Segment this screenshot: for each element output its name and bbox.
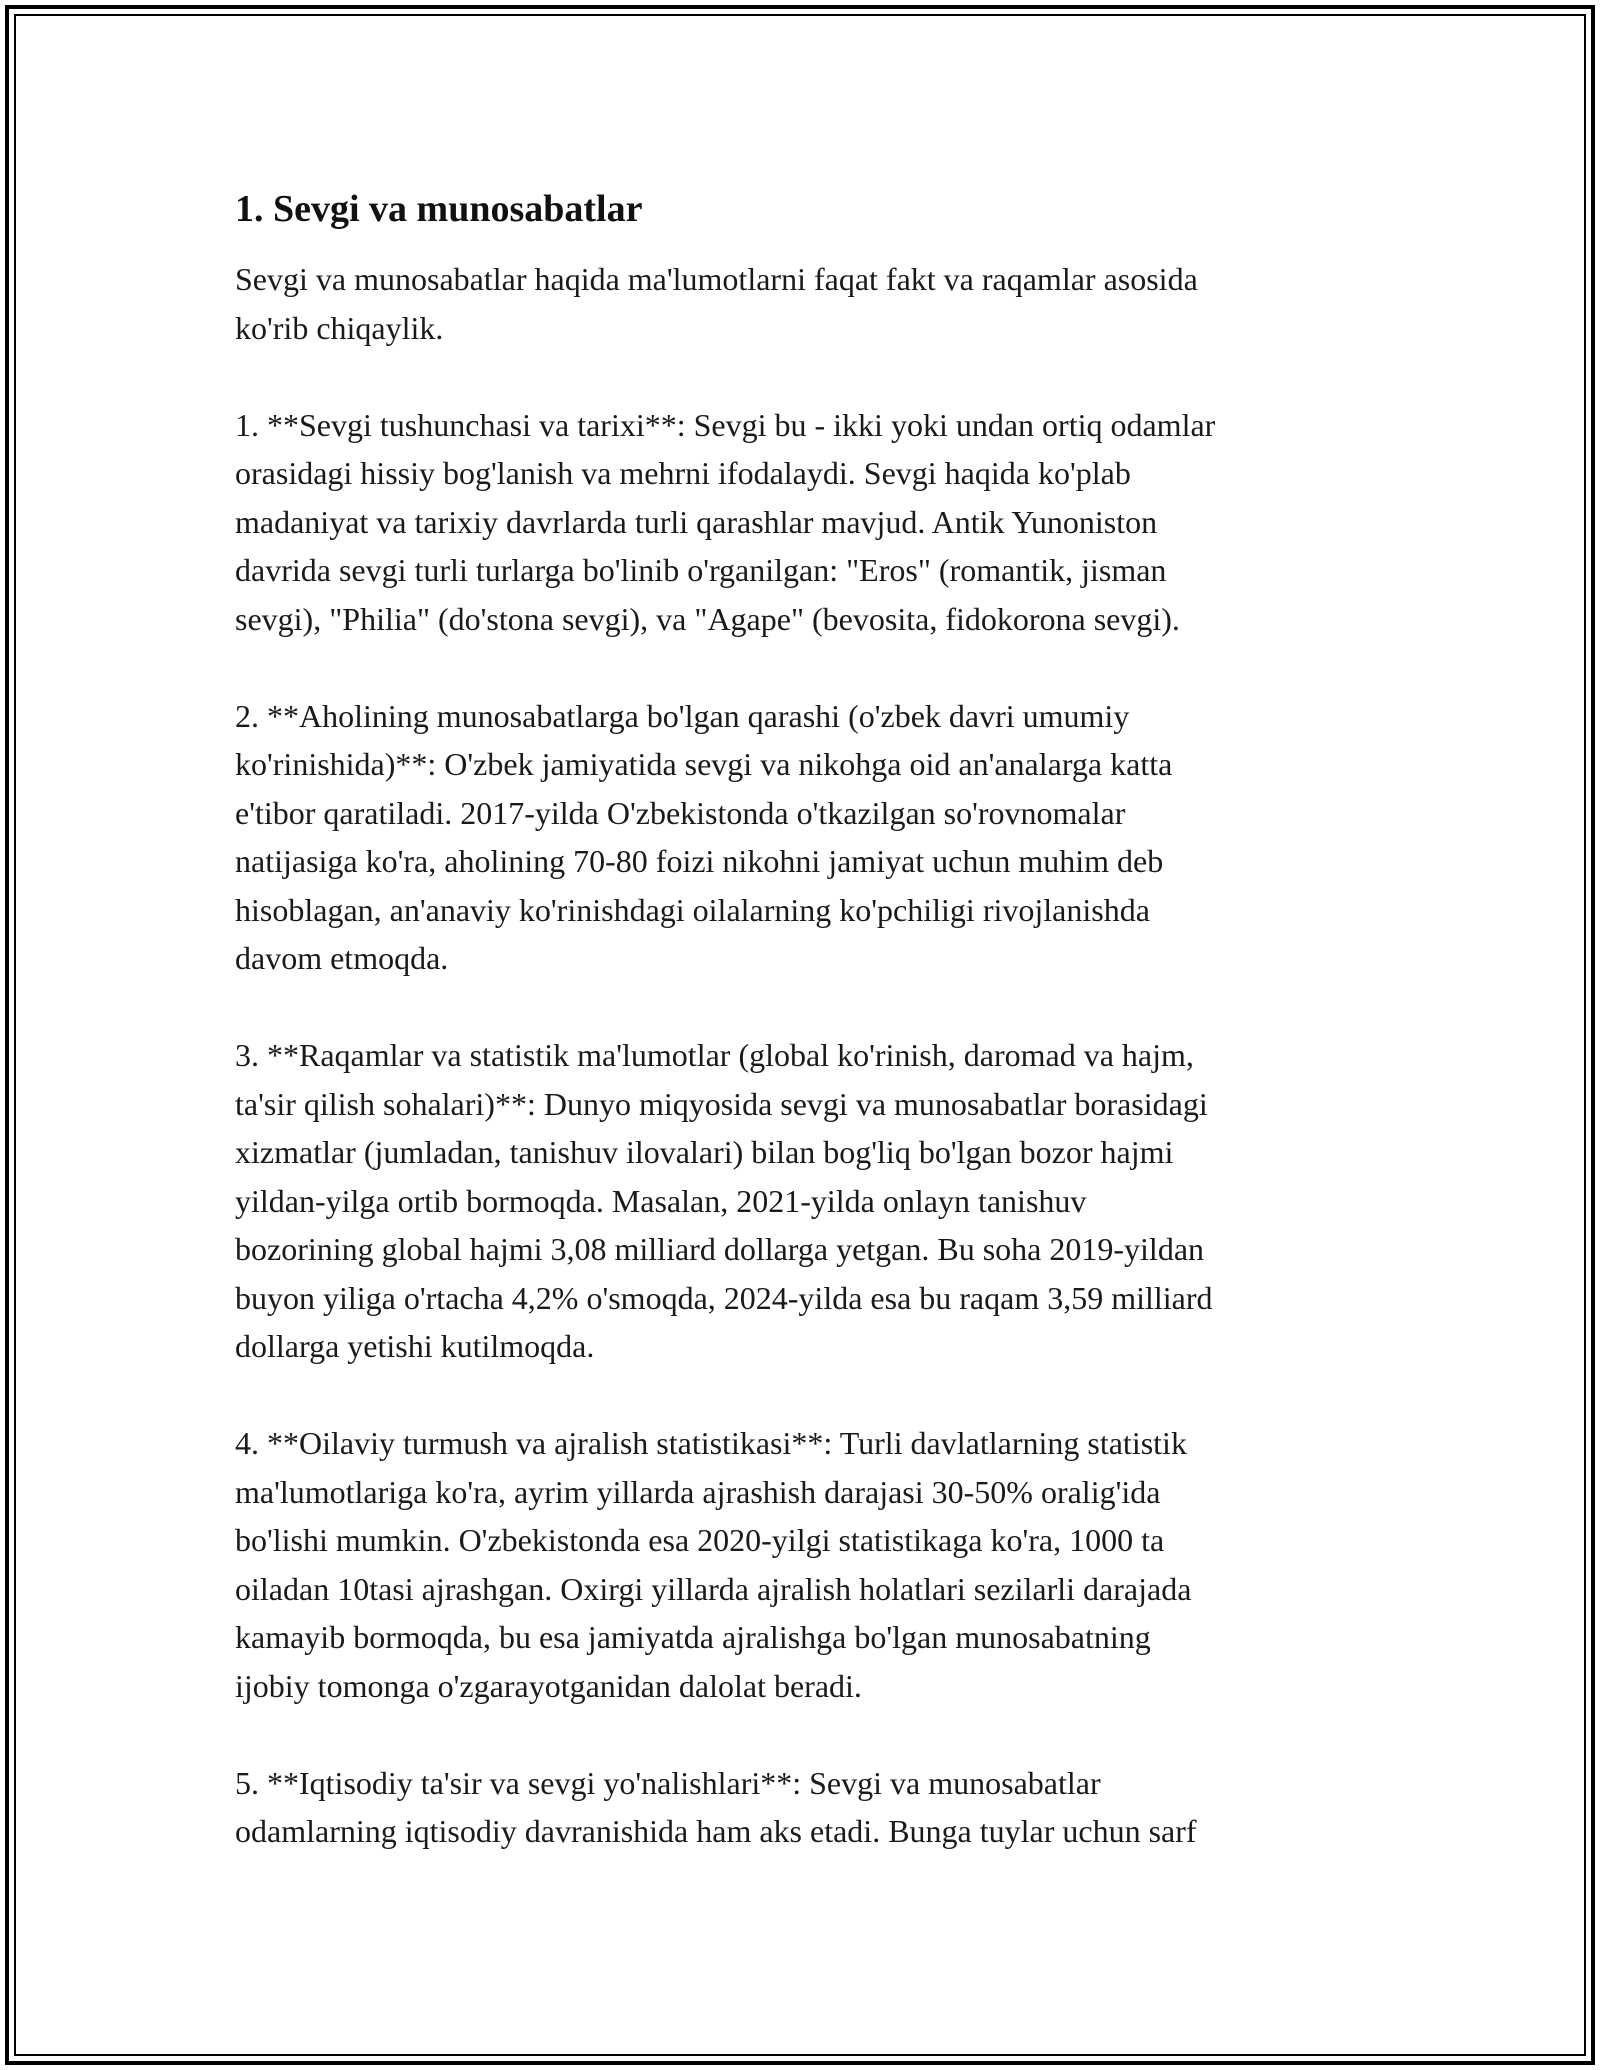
paragraph-divorce-statistics: 4. **Oilaviy turmush va ajralish statistikasi**: Turli davlatlarning statistik ma'lumotlariga ko'ra, ayrim yillarda ajrashish darajasi 30-50% oralig'ida bo'lishi mumkin. O'zbekistonda esa 2020-yilgi statistikaga ko'ra, 1000 ta oiladan 10tasi ajrashgan. Oxirgi yillarda ajralish holatlari sezilarli darajada kamayib bormoqda, bu esa jamiyatda ajralishga bo'lgan munosabatning ijobiy tomonga o'zgarayotganidan dalolat beradi. [235, 1425, 1192, 1704]
paragraph-economic-impact: 5. **Iqtisodiy ta'sir va sevgi yo'nalishlari**: Sevgi va munosabatlar odamlarning iqtisodiy davranishida ham aks etadi. Bunga tuylar uchun sarf [235, 1764, 1197, 1849]
paragraph-love-concept: 1. **Sevgi tushunchasi va tarixi**: Sevgi bu - ikki yoki undan ortiq odamlar orasidagi hissiy bog'lanish va mehrni ifodalaydi. Sevgi haqida ko'plab madaniyat va tarixiy davrlarda turli qarashlar mavjud. Antik Yunoniston davrida sevgi turli turlarga bo'linib o'rganilgan: "Eros" (romantik, jisman sevgi), "Philia" (do'stona sevgi), va "Agape" (bevosita, fidokorona sevgi). [235, 406, 1216, 637]
document-body [235, 185, 1385, 1904]
document-title: 1. Sevgi va munosabatlar [235, 188, 643, 230]
paragraph-statistics: 3. **Raqamlar va statistik ma'lumotlar (global ko'rinish, daromad va hajm, ta'sir qilish sohalari)**: Dunyo miqyosida sevgi va munosabatlar borasidagi xizmatlar (jumladan, tanishuv ilovalari) bilan bog'liq bo'lgan bozor hajmi yildan-yilga ortib bormoqda. Masalan, 2021-yilda onlayn tanishuv bozorining global hajmi 3,08 milliard dollarga yetgan. Bu soha 2019-yildan buyon yiliga o'rtacha 4,2% o'smoqda, 2024-yilda esa bu raqam 3,59 milliard dollarga yetishi kutilmoqda. [235, 1037, 1213, 1364]
paragraph-population-views: 2. **Aholining munosabatlarga bo'lgan qarashi (o'zbek davri umumiy ko'rinishida)**: O'zbek jamiyatida sevgi va nikohga oid an'analarga katta e'tibor qaratiladi. 2017-yilda O'zbekistonda o'tkazilgan so'rovnomalar natijasiga ko'ra, aholining 70-80 foizi nikohni jamiyat uchun muhim deb hisoblagan, an'anaviy ko'rinishdagi oilalarning ko'pchiligi rivojlanishda davom etmoqda. [235, 697, 1173, 976]
intro-paragraph: Sevgi va munosabatlar haqida ma'lumotlarni faqat fakt va raqamlar asosida ko'rib chiqaylik. [235, 261, 1198, 346]
